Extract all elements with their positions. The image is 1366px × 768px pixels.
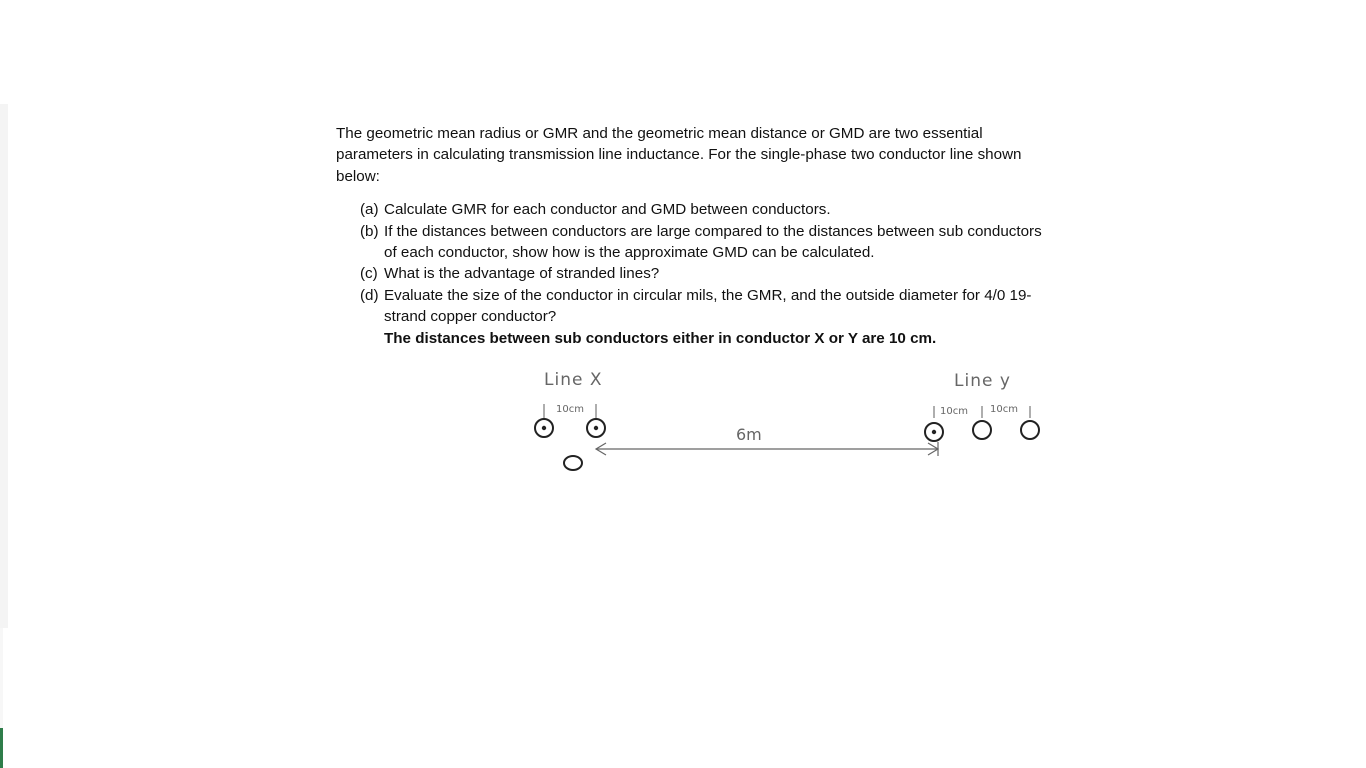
question-intro: The geometric mean radius or GMR and the geometric mean distance or GMD are two essential parameters in calculating transmission line inductance. For the single-phase two conductor line shown below: [336, 125, 1022, 185]
question-part-c [360, 263, 1046, 284]
conductor-y3 [1021, 421, 1039, 439]
distance-dimension [596, 442, 938, 456]
spacing-y1-label: 10cm [940, 406, 968, 417]
part-text: Evaluate the size of the conductor in circular mils, the GMR, and the outside diameter for 4/0 19-strand copper conductor? [384, 286, 1032, 326]
question-part-d [360, 285, 1046, 328]
line-x-label: Line X [544, 370, 603, 390]
part-label: (d) [360, 286, 379, 304]
question-note: The distances between sub conductors either in conductor X or Y are 10 cm. [384, 329, 937, 347]
spacing-y2-label: 10cm [990, 404, 1018, 415]
question-block [336, 123, 1046, 364]
part-text: If the distances between conductors are large compared to the distances between sub conductors of each conductor, show how is the approximate GMD can be calculated. [384, 222, 1042, 262]
question-parts [336, 199, 1046, 327]
question-part-a [360, 199, 1046, 220]
conductor-center [595, 427, 597, 429]
line-y-label: Line y [954, 371, 1011, 391]
conductor-x3 [564, 456, 582, 470]
part-text: Calculate GMR for each conductor and GMD between conductors. [384, 201, 831, 219]
distance-label: 6m [736, 425, 762, 444]
conductor-center [543, 427, 545, 429]
spacing-x-label: 10cm [556, 404, 584, 415]
part-label: (c) [360, 265, 378, 283]
conductor-diagram [520, 360, 1060, 490]
page-edge-shadow-lower [0, 628, 3, 728]
part-label: (b) [360, 222, 379, 240]
conductor-center [933, 431, 935, 433]
part-label: (a) [360, 201, 379, 219]
conductor-y2 [973, 421, 991, 439]
question-part-b [360, 221, 1046, 264]
page-edge-shadow [0, 104, 8, 628]
accent-bar [0, 728, 3, 768]
part-text: What is the advantage of stranded lines? [384, 265, 660, 283]
